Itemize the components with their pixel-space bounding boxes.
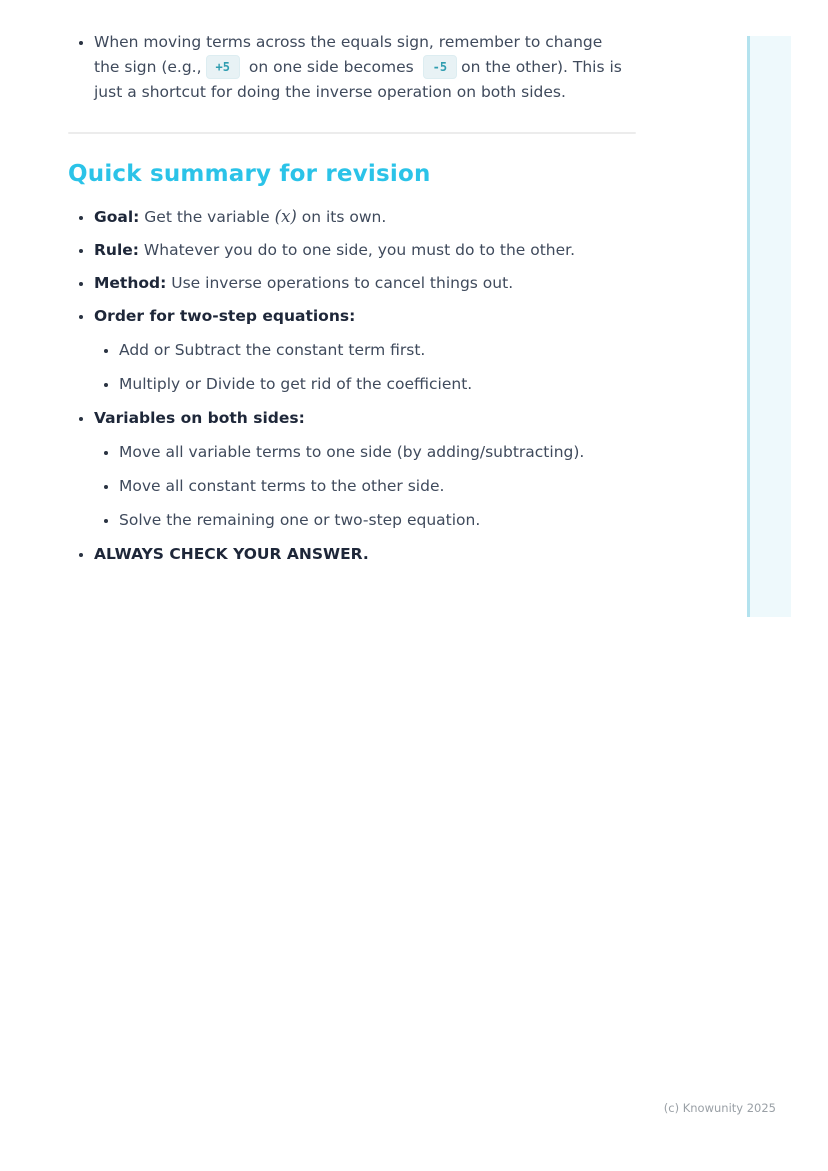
tip-item	[94, 30, 624, 105]
tip-text-3: on the other). This is just a shortcut for doing the inverse operation on both sides.	[94, 58, 622, 101]
math-x: (x)	[274, 207, 297, 226]
order-sublist	[94, 338, 636, 397]
variables-step-2: • Move all constant terms to the other side.	[119, 474, 636, 499]
footer-copyright: (c) Knowunity 2025	[663, 1101, 776, 1115]
summary-item-check-answer	[94, 542, 636, 567]
summary-item-rule	[94, 238, 636, 263]
tip-list	[68, 30, 624, 105]
goal-text-post: on its own.	[296, 208, 387, 226]
order-step-1: • Add or Subtract the constant term first.	[119, 338, 636, 363]
check-answer-label: ALWAYS CHECK YOUR ANSWER.	[94, 545, 369, 563]
tip-text-2: on one side becomes	[244, 58, 419, 76]
variables-label: Variables on both sides:	[94, 409, 305, 427]
variables-step-3: • Solve the remaining one or two-step equation.	[119, 508, 636, 533]
section-heading: Quick summary for revision	[68, 161, 431, 187]
summary-item-goal	[94, 204, 636, 230]
content-column	[68, 30, 636, 575]
order-label: Order for two-step equations:	[94, 307, 356, 325]
summary-item-variables	[94, 406, 636, 533]
summary-item-method	[94, 271, 636, 296]
goal-label: Goal:	[94, 208, 140, 226]
inline-code-plus-five: +5	[206, 55, 240, 79]
summary-item-order	[94, 304, 636, 397]
rule-text: Whatever you do to one side, you must do to the other.	[139, 241, 576, 259]
inline-code-minus-five: -5	[423, 55, 457, 79]
tip-text-1: When moving terms across the equals sign, remember to change the sign (e.g.,	[94, 33, 603, 76]
section-divider	[68, 132, 636, 134]
goal-text-pre: Get the variable	[139, 208, 275, 226]
rule-label: Rule:	[94, 241, 139, 259]
right-accent-stripe	[747, 36, 791, 617]
method-label: Method:	[94, 274, 167, 292]
variables-sublist	[94, 440, 636, 533]
method-text: Use inverse operations to cancel things out.	[166, 274, 514, 292]
order-step-2: • Multiply or Divide to get rid of the coefficient.	[119, 372, 636, 397]
summary-list	[68, 204, 636, 567]
variables-step-1: • Move all variable terms to one side (by adding/subtracting).	[119, 440, 636, 465]
